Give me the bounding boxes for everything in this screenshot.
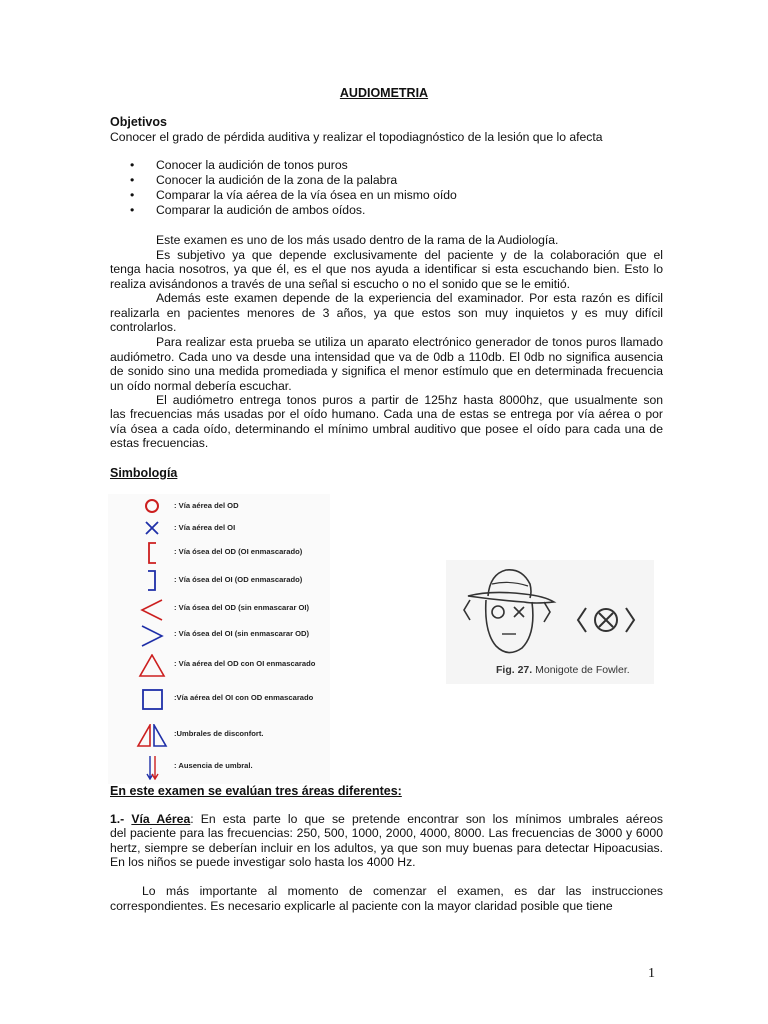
legend-label: :Vía aérea del OI con OD enmascarado — [174, 693, 314, 702]
bullet-icon: • — [130, 158, 135, 172]
down-arrows-icon — [134, 756, 170, 780]
paragraph-2-first: Es subjetivo ya que depende exclusivamente del paciente y de la colaboración que el — [156, 248, 663, 262]
square-icon — [134, 688, 170, 712]
list-item-text: Comparar la audición de ambos oídos. — [156, 203, 366, 217]
legend-row — [108, 570, 330, 594]
list-item — [130, 188, 457, 203]
legend-label: : Vía ósea del OI (sin enmascarar OD) — [174, 629, 310, 638]
legend-row — [108, 688, 330, 712]
legend-row — [108, 756, 330, 780]
paragraph-1: Este examen es uno de los más usado dentro de la rama de la Audiología. — [156, 233, 559, 247]
paragraph-2: tenga hacia nosotros, ya que él, es el que nos ayuda a identificar si esta escuchando bien. Esto lo realiza avisándonos a través de una señal si escucho o no el sonido que se le emitió. — [110, 262, 663, 291]
paragraph-4: Para realizar esta prueba se utiliza un aparato electrónico generador de tonos puros llamado audiómetro. Cada uno va desde una intensidad que va de 0db a 110db. El 0db no significa ausencia de sonido sino una medida promediada y significa el menor estímulo que en determinada frecuencia un oído normal debería escuchar. — [110, 335, 663, 393]
half-triangles-icon — [134, 724, 170, 748]
bullet-icon: • — [130, 173, 135, 187]
legend-row — [108, 542, 330, 566]
paragraph-5-first: El audiómetro entrega tonos puros a partir de 125hz hasta 8000hz, que usualmente son — [156, 393, 663, 407]
legend-label: : Vía ósea del OI (OD enmascarado) — [174, 575, 303, 584]
objetivos-list — [130, 158, 457, 218]
list-item — [130, 173, 457, 188]
right-bracket-icon — [134, 570, 170, 594]
simbologia-heading: Simbología — [110, 466, 178, 480]
figure-caption — [496, 664, 630, 676]
figure-caption-text: Monigote de Fowler. — [532, 664, 630, 676]
page-title: AUDIOMETRIA — [339, 86, 429, 100]
via-aerea-paragraph: del paciente para las frecuencias: 250, 500, 1000, 2000, 4000, 8000. Las frecuencias de 3000 y 6000 hertz, siempre se deberían incluir en los adultos, ya que son muy buenas para detectar Hipoacusias. En los niños se puede investigar solo hasta los 4000 Hz. — [110, 826, 663, 869]
paragraph-3: Además este examen depende de la experiencia del examinador. Por esta razón es difícil realizarla en pacientes menores de 3 años, ya que estos son muy inquietos y es muy difícil controlarlos. — [110, 291, 663, 334]
left-bracket-icon — [134, 542, 170, 566]
less-than-icon — [134, 598, 170, 622]
triangle-icon — [134, 654, 170, 678]
page-number: 1 — [648, 966, 655, 981]
cross-icon — [134, 518, 170, 542]
item-number: 1.- — [110, 812, 125, 826]
legend-label: : Vía aérea del OI — [174, 523, 236, 532]
legend-row — [108, 598, 330, 622]
list-item-text: Conocer la audición de tonos puros — [156, 158, 348, 172]
objetivos-intro: Conocer el grado de pérdida auditiva y realizar el topodiagnóstico de la lesión que lo afecta — [110, 130, 603, 144]
legend-label: : Vía aérea del OD — [174, 501, 239, 510]
areas-heading: En este examen se evalúan tres áreas diferentes: — [110, 784, 402, 798]
via-aerea-first-line — [110, 812, 663, 827]
list-item — [130, 158, 457, 173]
legend-label: :Umbrales de disconfort. — [174, 729, 264, 738]
bullet-icon: • — [130, 188, 135, 202]
symbol-legend — [108, 494, 330, 784]
list-item — [130, 203, 457, 218]
objetivos-heading: Objetivos — [110, 115, 167, 129]
legend-label: : Vía ósea del OD (OI enmascarado) — [174, 547, 303, 556]
legend-row — [108, 724, 330, 748]
paragraph-5: las frecuencias más usadas por el oído humano. Cada una de estas se entrega por vía aérea o por vía ósea a cada oído, determinando el mínimo umbral auditivo que posee el oído para cada una de estas frecuencias. — [110, 407, 663, 450]
list-item-text: Comparar la vía aérea de la vía ósea en un mismo oído — [156, 188, 457, 202]
figure-caption-number: Fig. 27. — [496, 664, 533, 676]
bullet-icon: • — [130, 203, 135, 217]
fowler-figure-drawing — [446, 560, 654, 664]
list-item-text: Conocer la audición de la zona de la palabra — [156, 173, 398, 187]
via-aerea-text: : En esta parte lo que se pretende encontrar son los mínimos umbrales aéreos — [190, 812, 664, 826]
legend-label: : Vía ósea del OD (sin enmascarar OI) — [174, 603, 310, 612]
legend-row — [108, 518, 330, 542]
legend-row — [108, 654, 330, 678]
fowler-figure — [446, 560, 654, 684]
circle-icon — [134, 496, 170, 520]
legend-row — [108, 624, 330, 648]
legend-label: : Ausencia de umbral. — [174, 761, 253, 770]
paragraph-last: Lo más importante al momento de comenzar el examen, es dar las instrucciones correspondientes. Es necesario explicarle al paciente con la mayor claridad posible que tiene — [110, 884, 663, 913]
greater-than-icon — [134, 624, 170, 648]
legend-row — [108, 496, 330, 520]
legend-label: : Vía aérea del OD con OI enmascarado — [174, 659, 316, 668]
via-aerea-title: Vía Aérea — [131, 812, 191, 826]
